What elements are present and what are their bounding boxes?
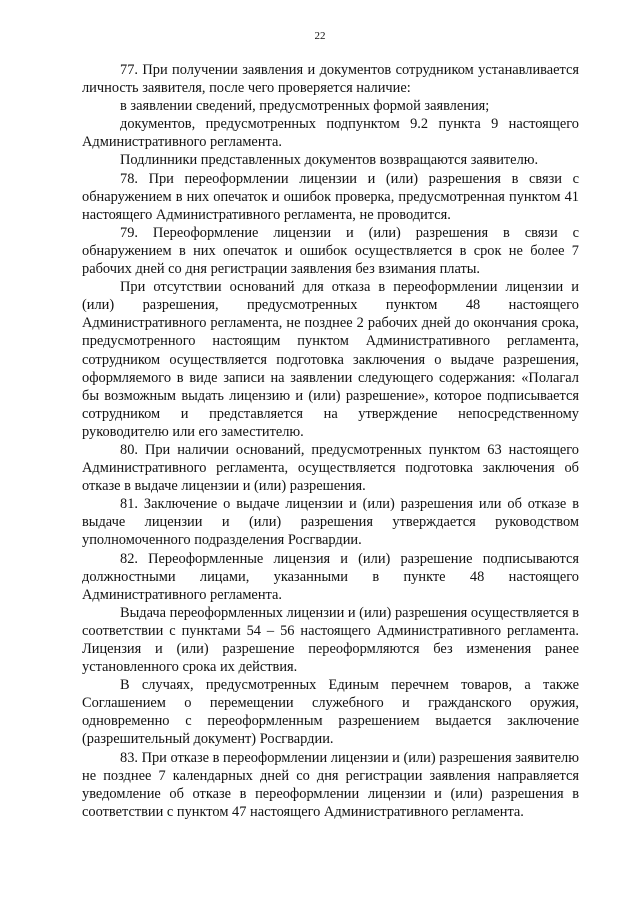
paragraph-77-item-2: документов, предусмотренных подпунктом 9.2 пункта 9 настоящего Административного регламента. (82, 116, 579, 151)
paragraph-82-cases: В случаях, предусмотренных Единым перечнем товаров, а также Соглашением о перемещении служебного и гражданского оружия, одновременно с переоформленным разрешением выдается заключение (разрешительный документ) Росгвардии. (82, 677, 579, 748)
paragraph-77: 77. При получении заявления и документов сотрудником устанавливается личность заявителя, после чего проверяется наличие: (82, 62, 579, 97)
document-body (82, 61, 579, 821)
paragraph-originals-returned: Подлинники представленных документов возвращаются заявителю. (120, 152, 539, 169)
paragraph-83: 83. При отказе в переоформлении лицензии и (или) разрешения заявителю не позднее 7 календарных дней со дня регистрации заявления направляется уведомление об отказе в переоформлении лицензии и (или) разрешения в соответствии с пунктом 47 настоящего Административного регламента. (82, 749, 579, 820)
paragraph-81: 81. Заключение о выдаче лицензии и (или) разрешения или об отказе в выдаче лицензии и (или) разрешения утверждается руководством уполномоченного подразделения Росгвардии. (82, 496, 579, 549)
paragraph-77-item-1: в заявлении сведений, предусмотренных формой заявления; (120, 98, 490, 115)
paragraph-82: 82. Переоформленные лицензия и (или) разрешение подписываются должностными лицами, указанными в пункте 48 настоящего Административного регламента. (82, 550, 579, 603)
page-number: 22 (314, 30, 326, 42)
paragraph-82-issuance: Выдача переоформленных лицензии и (или) разрешения осуществляется в соответствии с пунктами 54 – 56 настоящего Административного регламента. Лицензия и (или) разрешение переоформляются без изменения ранее установленного срока их действия. (82, 604, 579, 676)
paragraph-79-continued: При отсутствии оснований для отказа в переоформлении лицензии и (или) разрешения, предусмотренных пунктом 48 настоящего Административного регламента, не позднее 2 рабочих дней до окончания срока, предусмотренного настоящим пунктом Административного регламента, сотрудником осуществляется подготовка заключения о выдаче разрешения, оформляемого в виде записи на заявлении следующего содержания: «Полагал бы возможным выдать лицензию и (или) разрешение», которое подписывается сотрудником и представляется на утверждение непосредственному руководителю или его заместителю. (82, 279, 579, 440)
paragraph-78: 78. При переоформлении лицензии и (или) разрешения в связи с обнаружением в них опечаток и ошибок проверка, предусмотренная пунктом 41 настоящего Административного регламента, не проводится. (82, 170, 579, 223)
paragraph-80: 80. При наличии оснований, предусмотренных пунктом 63 настоящего Административного регламента, осуществляется подготовка заключения об отказе в выдаче лицензии и (или) разрешения. (82, 441, 579, 495)
paragraph-79: 79. Переоформление лицензии и (или) разрешения в связи с обнаружением в них опечаток и ошибок осуществляется в срок не более 7 рабочих дней со дня регистрации заявления без взимания платы. (82, 224, 579, 278)
